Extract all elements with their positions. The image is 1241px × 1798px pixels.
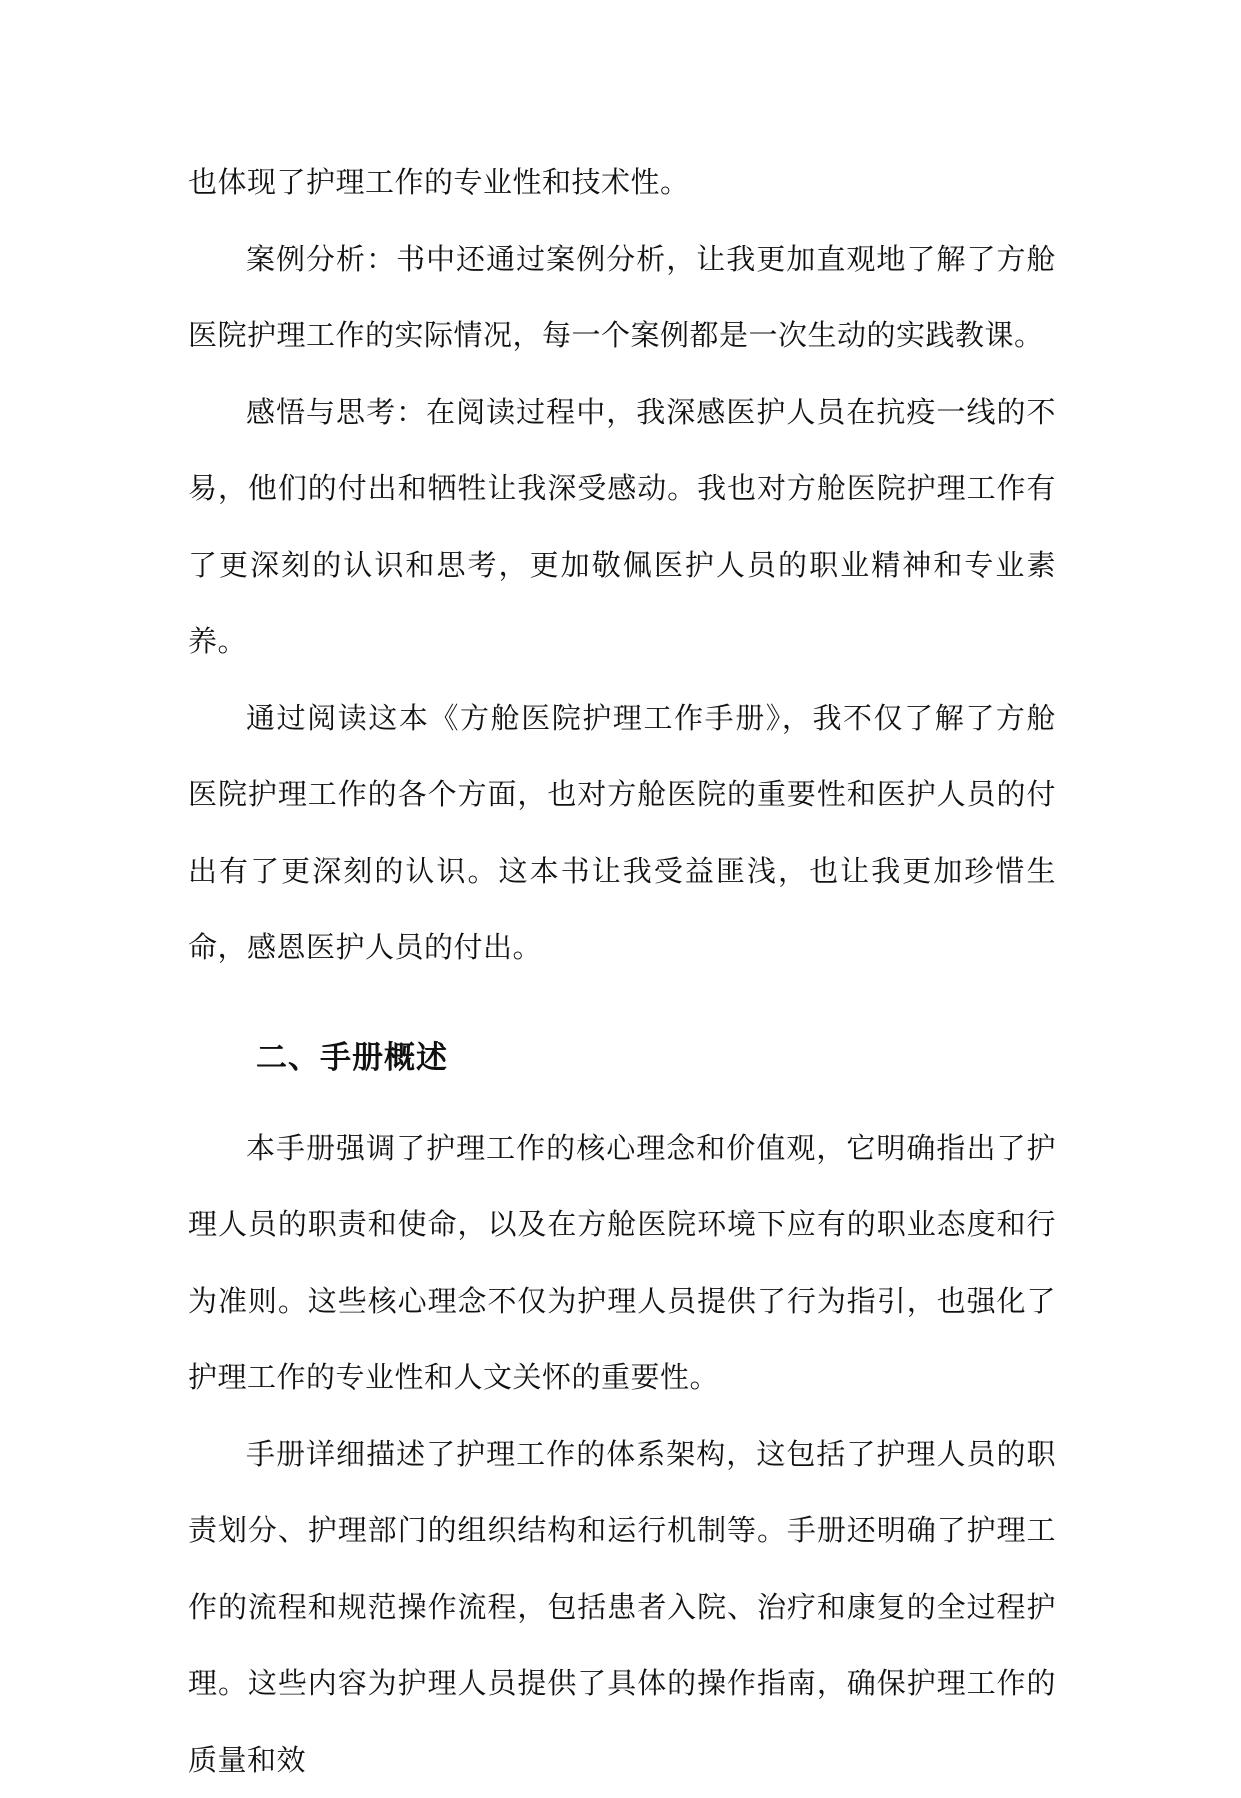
paragraph-case-analysis: 案例分析：书中还通过案例分析，让我更加直观地了解了方舱医院护理工作的实际情况，每一个案例都是一次生动的实践教课。 [188, 221, 1056, 374]
paragraph-core-values: 本手册强调了护理工作的核心理念和价值观，它明确指出了护理人员的职责和使命，以及在方舱医院环境下应有的职业态度和行为准则。这些核心理念不仅为护理人员提供了行为指引，也强化了护理工作的专业性和人文关怀的重要性。 [188, 1110, 1056, 1416]
paragraph-continuation: 也体现了护理工作的专业性和技术性。 [188, 144, 1056, 221]
paragraph-conclusion: 通过阅读这本《方舱医院护理工作手册》，我不仅了解了方舱医院护理工作的各个方面，也对方舱医院的重要性和医护人员的付出有了更深刻的认识。这本书让我受益匪浅，也让我更加珍惜生命，感恩医护人员的付出。 [188, 680, 1056, 986]
section-heading: 二、手册概述 [188, 1020, 1056, 1096]
paragraph-system-structure: 手册详细描述了护理工作的体系架构，这包括了护理人员的职责划分、护理部门的组织结构和运行机制等。手册还明确了护理工作的流程和规范操作流程，包括患者入院、治疗和康复的全过程护理。这些内容为护理人员提供了具体的操作指南，确保护理工作的质量和效 [188, 1416, 1056, 1798]
paragraph-reflection: 感悟与思考：在阅读过程中，我深感医护人员在抗疫一线的不易，他们的付出和牺牲让我深受感动。我也对方舱医院护理工作有了更深刻的认识和思考，更加敬佩医护人员的职业精神和专业素养。 [188, 374, 1056, 680]
page-content [188, 144, 1056, 1798]
